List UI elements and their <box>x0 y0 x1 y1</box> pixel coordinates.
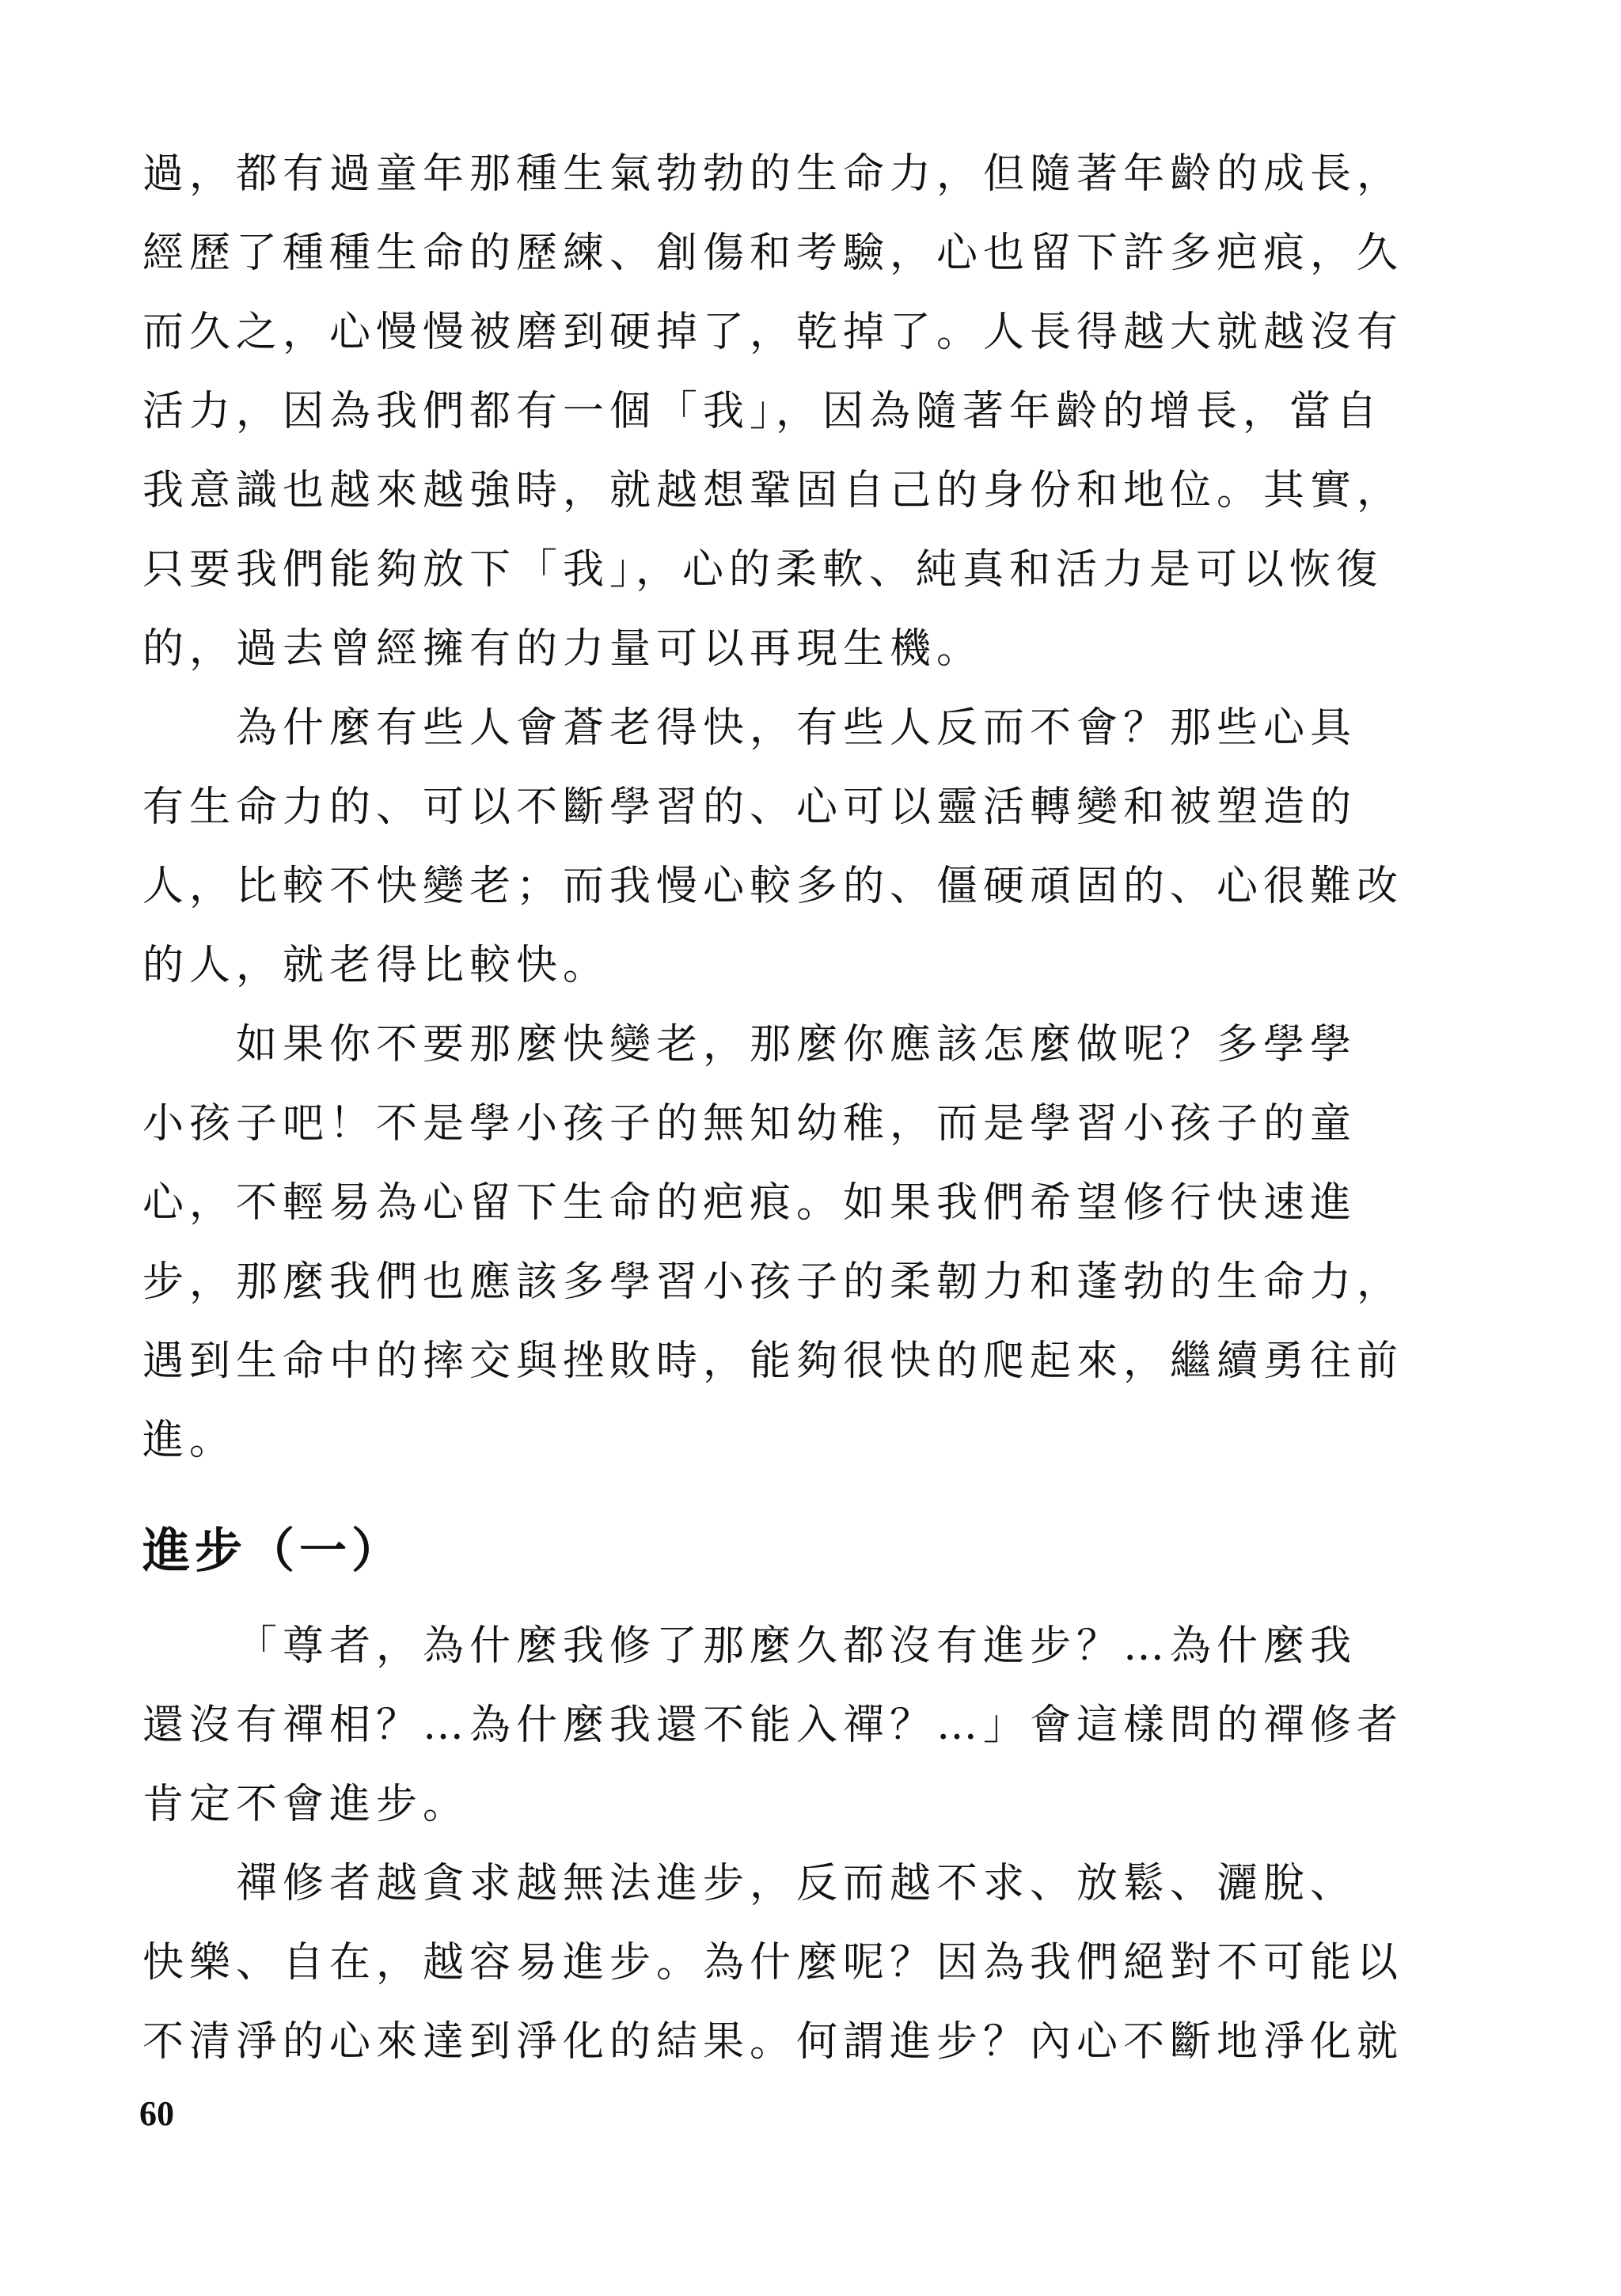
text-line: 進。 <box>142 1417 237 1464</box>
text-line: 過，都有過童年那種生氣勃勃的生命力，但隨著年齡的成長， <box>142 150 1404 198</box>
text-line: 不清淨的心來達到淨化的結果。何謂進步？內心不斷地淨化就 <box>142 2018 1404 2066</box>
text-line: 而久之，心慢慢被磨到硬掉了，乾掉了。人長得越大就越沒有 <box>142 309 1404 356</box>
text-line: 的人，就老得比較快。 <box>142 942 610 989</box>
text-line: 活力，因為我們都有一個「我」，因為隨著年齡的增長，當自 <box>142 388 1384 435</box>
text-line: 「尊者，為什麼我修了那麼久都沒有進步？…為什麼我 <box>236 1622 1357 1670</box>
text-line: 禪修者越貪求越無法進步，反而越不求、放鬆、灑脫、 <box>236 1860 1357 1907</box>
page-number: 60 <box>139 2094 174 2133</box>
text-line: 只要我們能夠放下「我」，心的柔軟、純真和活力是可以恢復 <box>142 546 1384 594</box>
text-line: 為什麼有些人會蒼老得快，有些人反而不會？那些心具 <box>236 704 1357 752</box>
text-line: 人，比較不快變老；而我慢心較多的、僵硬頑固的、心很難改 <box>142 863 1404 910</box>
text-line: 小孩子吧！不是學小孩子的無知幼稚，而是學習小孩子的童 <box>142 1100 1357 1148</box>
text-line: 遇到生命中的摔交與挫敗時，能夠很快的爬起來，繼續勇往前 <box>142 1338 1404 1385</box>
text-line: 快樂、自在，越容易進步。為什麼呢？因為我們絕對不可能以 <box>142 1939 1404 1987</box>
text-line: 我意識也越來越強時，就越想鞏固自己的身份和地位。其實， <box>142 467 1404 514</box>
section-heading: 進步（一） <box>142 1524 404 1579</box>
text-line: 心，不輕易為心留下生命的疤痕。如果我們希望修行快速進 <box>142 1179 1357 1227</box>
text-line: 如果你不要那麼快變老，那麼你應該怎麼做呢？多學學 <box>236 1021 1357 1068</box>
text-line: 肯定不會進步。 <box>142 1781 470 1828</box>
text-line: 有生命力的、可以不斷學習的、心可以靈活轉變和被塑造的 <box>142 784 1357 831</box>
text-line: 的，過去曾經擁有的力量可以再現生機。 <box>142 625 984 673</box>
text-line: 還沒有禪相？…為什麼我還不能入禪？…」會這樣問的禪修者 <box>142 1702 1404 1749</box>
text-line: 經歷了種種生命的歷練、創傷和考驗，心也留下許多疤痕，久 <box>142 230 1404 277</box>
text-line: 步，那麼我們也應該多學習小孩子的柔韌力和蓬勃的生命力， <box>142 1258 1404 1306</box>
